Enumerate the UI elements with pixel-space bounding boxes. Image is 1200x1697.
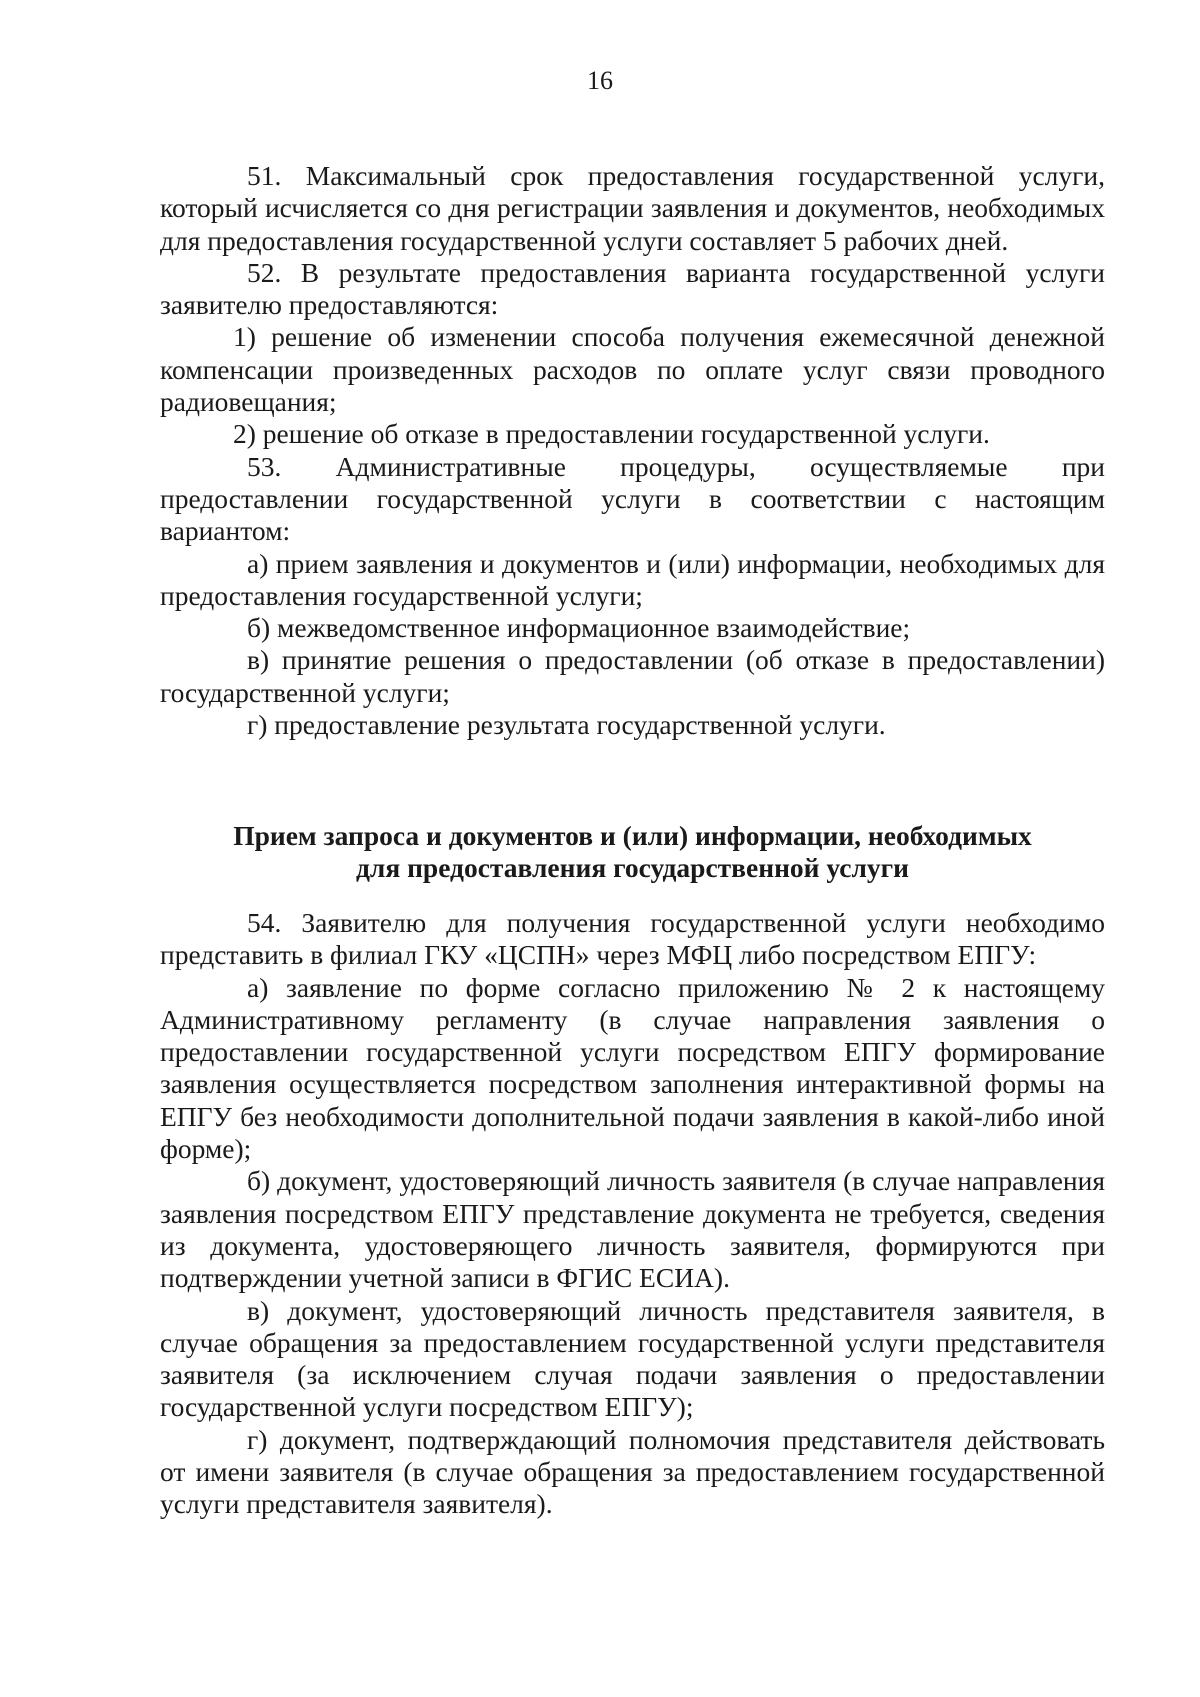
list-item-54-b: б) документ, удостоверяющий личность заявителя (в случае направления заявления посредством ЕПГУ представление документа не требуется, сведения из документа, удостоверяющего личность заявителя, формируются при подтверждении учетной записи в ФГИС ЕСИА). (160, 1165, 1105, 1294)
list-item-53-a: а) прием заявления и документов и (или) информации, необходимых для предоставления государственной услуги; (160, 547, 1105, 611)
paragraph-51: 51. Максимальный срок предоставления государственной услуги, который исчисляется со дня регистрации заявления и документов, необходимых для предоставления государственной услуги составляет 5 рабочих дней. (160, 160, 1105, 256)
section-heading (160, 820, 1105, 885)
page-number: 16 (587, 66, 613, 95)
list-item-53-g: г) предоставление результата государственной услуги. (247, 709, 886, 741)
list-item-54-v: в) документ, удостоверяющий личность представителя заявителя, в случае обращения за предоставлением государственной услуги представителя заявителя (за исключением случая подачи заявления о предоставлении государственной услуги посредством ЕПГУ); (160, 1294, 1105, 1423)
list-item-52-2: 2) решение об отказе в предоставлении государственной услуги. (233, 418, 990, 450)
heading-line-2: для предоставления государственной услуги (355, 852, 910, 884)
list-item-53-v: в) принятие решения о предоставлении (об отказе в предоставлении) государственной услуги; (160, 644, 1105, 708)
list-item-52-1: 1) решение об изменении способа получения ежемесячной денежной компенсации произведенных расходов по оплате услуг связи проводного радиовещания; (160, 321, 1105, 418)
list-item-53-b: б) межведомственное информационное взаимодействие; (247, 612, 911, 644)
paragraph-52: 52. В результате предоставления варианта государственной услуги заявителю предоставляются: (160, 256, 1105, 321)
paragraph-53: 53. Административные процедуры, осуществляемые при предоставлении государственной услуги в соответствии с настоящим вариантом: (160, 450, 1105, 547)
section-top (160, 160, 1105, 741)
paragraph-54: 54. Заявителю для получения государственной услуги необходимо представить в филиал ГКУ «ЦСПН» через МФЦ либо посредством ЕПГУ: (160, 907, 1105, 971)
heading-line-1: Прием запроса и документов и (или) информации, необходимых (233, 820, 1032, 851)
list-item-54-g: г) документ, подтверждающий полномочия представителя действовать от имени заявителя (в случае обращения за предоставлением государственной услуги представителя заявителя). (160, 1423, 1105, 1520)
list-item-54-a: а) заявление по форме согласно приложению № 2 к настоящему Административному регламенту (в случае направления заявления о предоставлении государственной услуги посредством ЕПГУ формирование заявления осуществляется посредством заполнения интерактивной формы на ЕПГУ без необходимости дополнительной подачи заявления в какой-либо иной форме); (160, 971, 1105, 1165)
section-bottom (160, 907, 1105, 1521)
